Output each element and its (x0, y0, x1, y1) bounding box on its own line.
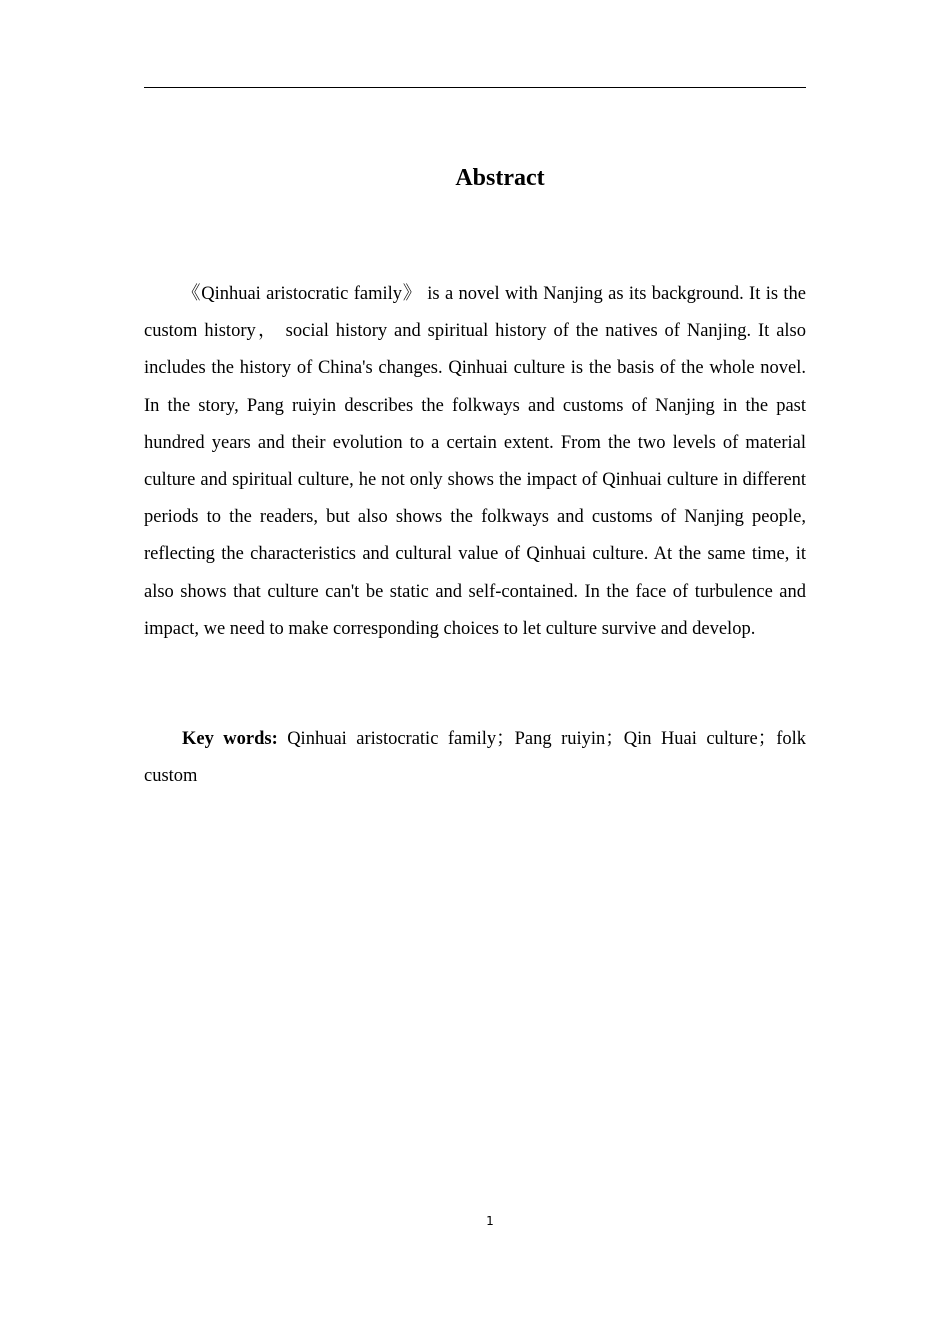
keywords-paragraph (144, 721, 806, 795)
abstract-body: 《Qinhuai aristocratic family》 is a novel with Nanjing as its background. It is the custom history， social history and spiritual history of the natives of Nanjing. It also includes the history of China's changes. Qinhuai culture is the basis of the whole novel. In the story, Pang ruiyin describes the folkways and customs of Nanjing in the past hundred years and their evolution to a certain extent. From the two levels of material culture and spiritual culture, he not only shows the impact of Qinhuai culture in different periods to the readers, but also shows the folkways and customs of Nanjing people, reflecting the characteristics and cultural value of Qinhuai culture. At the same time, it also shows that culture can't be static and self-contained. In the face of turbulence and impact, we need to make corresponding choices to let culture survive and develop. (144, 284, 806, 639)
keywords-list: Qinhuai aristocratic family；Pang ruiyin；Qin Huai culture；folk custom (144, 729, 806, 787)
page-title: Abstract (455, 165, 545, 191)
header-rule (144, 87, 806, 88)
page-number: 1 (486, 1214, 494, 1228)
keywords-label: Key words: (182, 729, 278, 749)
